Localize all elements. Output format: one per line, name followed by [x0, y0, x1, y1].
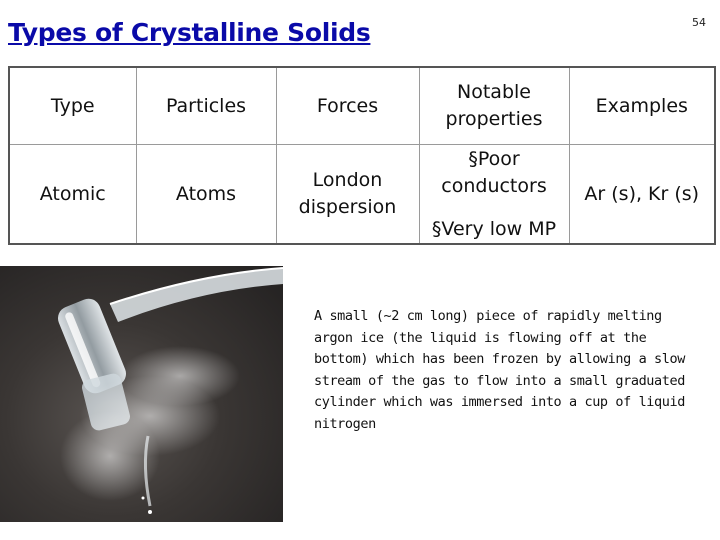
cell-properties [419, 145, 569, 245]
cell-particles: Atoms [136, 145, 276, 245]
header-type: Type [9, 67, 136, 145]
property-item: §Poor conductors [441, 147, 547, 197]
photo-caption: A small (~2 cm long) piece of rapidly melting argon ice (the liquid is flowing off at the bottom) which has been frozen by allowing a slow stream of the gas to flow into a small graduated cylinder which was immersed into a cup of liquid nitrogen [314, 308, 685, 432]
crystalline-solids-table [8, 66, 716, 245]
slide-title: Types of Crystalline Solids [8, 18, 371, 47]
header-properties: Notable properties [419, 67, 569, 145]
cell-examples: Ar (s), Kr (s) [569, 145, 715, 245]
table-row [9, 145, 715, 245]
argon-ice-photo [0, 266, 283, 522]
header-forces: Forces [276, 67, 419, 145]
header-examples: Examples [569, 67, 715, 145]
argon-ice-illustration [0, 266, 283, 522]
page-number: 54 [692, 16, 706, 29]
property-item: §Very low MP [431, 217, 557, 240]
header-particles: Particles [136, 67, 276, 145]
table-header-row [9, 67, 715, 145]
cell-type: Atomic [39, 182, 106, 205]
cell-forces: London dispersion [276, 145, 419, 245]
